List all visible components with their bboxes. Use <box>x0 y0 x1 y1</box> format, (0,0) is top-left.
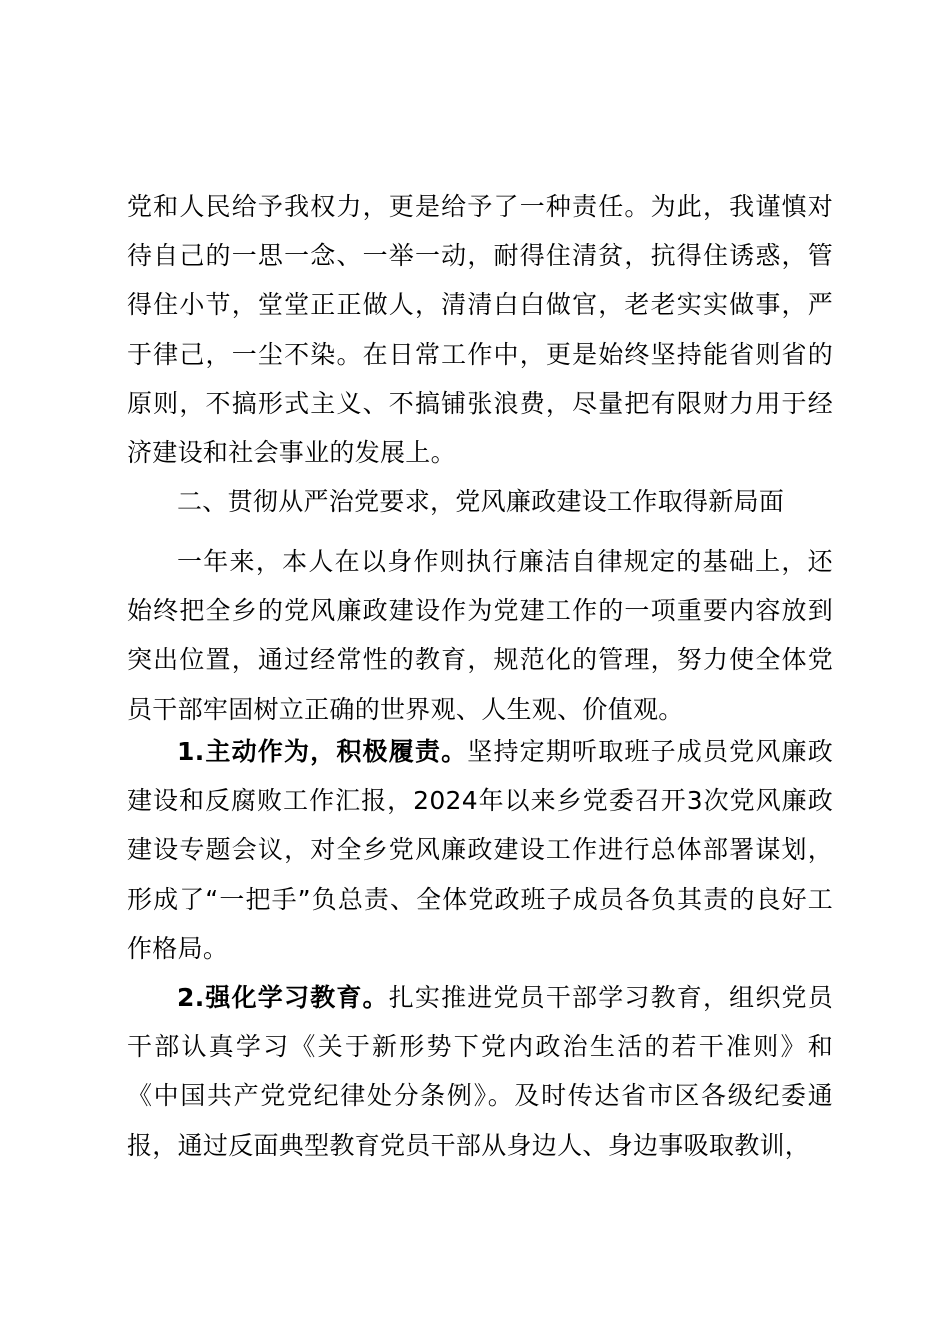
paragraph-overview: 一年来，本人在以身作则执行廉洁自律规定的基础上，还始终把全乡的党风廉政建设作为党建工作的一项重要内容放到突出位置，通过经常性的教育，规范化的管理，努力使全体党员干部牢固树立正确的世界观、人生观、价值观。 <box>127 547 833 724</box>
item-1-body: 坚持定期听取班子成员党风廉政建设和反腐败工作汇报，2024年以来乡党委召开3次党风廉政建设专题会议，对全乡党风廉政建设工作进行总体部署谋划，形成了“一把手”负总责、全体党政班子成员各负其责的良好工作格局。 <box>127 737 834 963</box>
paragraph-responsibility: 党和人民给予我权力，更是给予了一种责任。为此，我谨慎对待自己的一思一念、一举一动，耐得住清贫，抗得住诱惑，管得住小节，堂堂正正做人，清清白白做官，老老实实做事，严于律己，一尘不染。在日常工作中，更是始终坚持能省则省的原则，不搞形式主义、不搞铺张浪费，尽量把有限财力用于经济建设和社会事业的发展上。 <box>127 192 833 468</box>
item-1-paragraph <box>127 727 833 973</box>
item-2-body: 扎实推进党员干部学习教育，组织党员干部认真学习《关于新形势下党内政治生活的若干准则》和《中国共产党党纪律处分条例》。及时传达省市区各级纪委通报，通过反面典型教育党员干部从身边人、身边事吸取教训， <box>127 983 834 1160</box>
section-heading-2: 二、贯彻从严治党要求，党风廉政建设工作取得新局面 <box>177 487 785 517</box>
document-body-section-1 <box>127 182 833 526</box>
document-body-item-1 <box>127 727 833 973</box>
item-2-paragraph <box>127 973 833 1170</box>
item-2-title: 2.强化学习教育。 <box>177 983 389 1012</box>
item-1-title: 1.主动作为，积极履责。 <box>177 737 468 766</box>
document-body-section-2 <box>127 537 833 734</box>
document-body-item-2 <box>127 973 833 1170</box>
